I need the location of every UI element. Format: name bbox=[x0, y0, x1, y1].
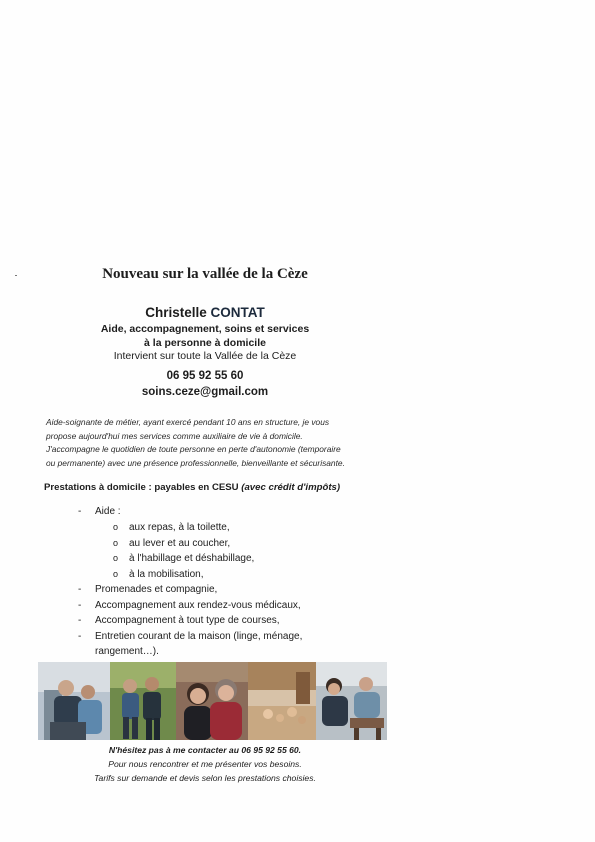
photo-hands-activity bbox=[248, 662, 316, 740]
email-address[interactable]: soins.ceze@gmail.com bbox=[141, 386, 269, 398]
photo-caregiver-with-elder bbox=[316, 662, 387, 740]
aid-item: au lever et au coucher, bbox=[129, 538, 231, 549]
dash-bullet: - bbox=[78, 631, 82, 642]
services-heading-text: Prestations à domicile : payables en CESU bbox=[44, 482, 239, 493]
first-name: Christelle bbox=[145, 305, 207, 320]
circle-bullet: o bbox=[113, 553, 119, 563]
dash-bullet: - bbox=[78, 615, 82, 626]
photo-caregiver-assisting bbox=[38, 662, 110, 740]
service-item: Accompagnement à tout type de courses, bbox=[95, 615, 280, 626]
subtitle-line-2: à la personne à domicile bbox=[144, 337, 266, 349]
service-item: Accompagnement aux rendez-vous médicaux, bbox=[95, 600, 301, 611]
phone-number[interactable]: 06 95 92 55 60 bbox=[166, 370, 244, 382]
photo-collage bbox=[38, 662, 387, 740]
footer-meet: Pour nous rencontrer et me présenter vos besoins. bbox=[108, 759, 302, 769]
last-name: CONTAT bbox=[210, 305, 265, 320]
services-heading bbox=[44, 482, 340, 493]
intro-paragraph bbox=[46, 416, 380, 470]
photo-two-women-smiling bbox=[176, 662, 248, 740]
aid-item: aux repas, à la toilette, bbox=[129, 522, 230, 533]
intro-line: Aide-soignante de métier, ayant exercé pendant 10 ans en structure, je vous bbox=[46, 417, 330, 427]
service-item: Promenades et compagnie, bbox=[95, 584, 218, 595]
circle-bullet: o bbox=[113, 538, 119, 548]
services-heading-note: (avec crédit d'impôts) bbox=[241, 482, 341, 493]
flyer-title: Nouveau sur la vallée de la Cèze bbox=[102, 266, 308, 282]
footer-pricing: Tarifs sur demande et devis selon les prestations choisies. bbox=[94, 773, 316, 783]
service-area: Intervient sur toute la Vallée de la Cèze bbox=[113, 350, 297, 362]
intro-line: propose aujourd'hui mes services comme auxiliaire de vie à domicile. bbox=[46, 430, 303, 441]
photo-walking-outdoors bbox=[110, 662, 176, 740]
subtitle-line-1: Aide, accompagnement, soins et services bbox=[100, 323, 310, 335]
dash-bullet: - bbox=[78, 584, 82, 595]
aid-item: à la mobilisation, bbox=[129, 569, 204, 580]
dash-bullet: - bbox=[78, 506, 82, 517]
intro-line: J'accompagne le quotidien de toute personne en perte d'autonomie (temporaire bbox=[46, 444, 341, 455]
aid-label: Aide : bbox=[95, 506, 121, 517]
circle-bullet: o bbox=[113, 569, 119, 579]
intro-line: ou permanente) avec une présence professionnelle, bienveillante et sécurisante. bbox=[46, 457, 345, 468]
dash-bullet: - bbox=[78, 600, 82, 611]
service-item: rangement…). bbox=[95, 646, 159, 657]
footer-contact: N'hésitez pas à me contacter au 06 95 92 55 60. bbox=[108, 745, 302, 755]
aid-item: à l'habillage et déshabillage, bbox=[129, 553, 255, 564]
provider-name bbox=[0, 305, 410, 320]
service-item: Entretien courant de la maison (linge, ménage, bbox=[95, 631, 303, 642]
circle-bullet: o bbox=[113, 522, 119, 532]
